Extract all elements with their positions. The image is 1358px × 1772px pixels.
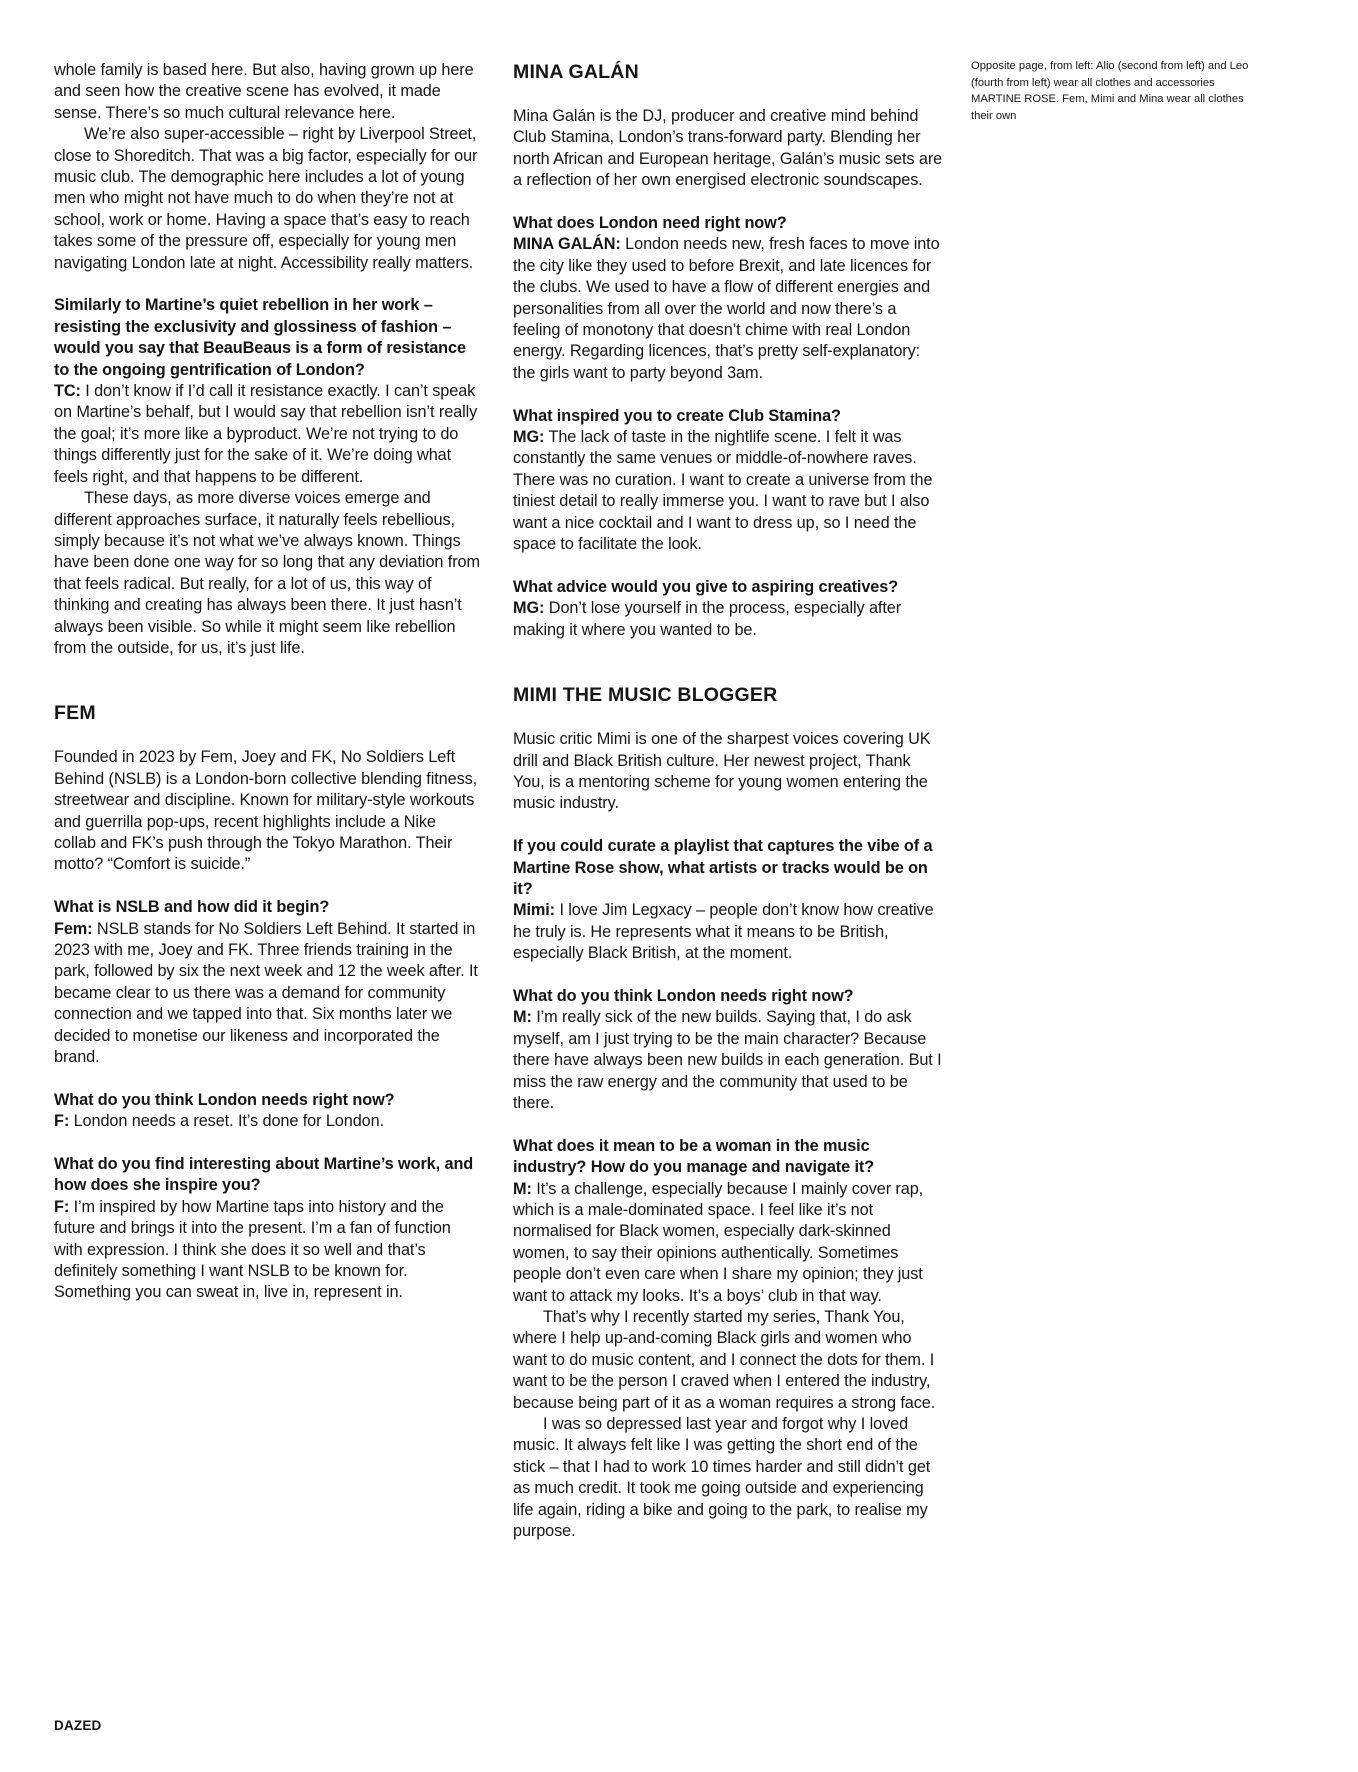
section-heading-mina-galan: MINA GALÁN — [513, 61, 639, 83]
speaker: MG: — [513, 428, 545, 447]
section-heading-mimi: MIMI THE MUSIC BLOGGER — [513, 684, 778, 707]
speaker: MINA GALÁN: — [513, 235, 621, 254]
intro-paragraph: Founded in 2023 by Fem, Joey and FK, No Soldiers Left Behind (NSLB) is a London-born collective blending fitness, streetwear and discipline. Known for military-style workouts and guerrilla pop-ups, recent highlights include a Nike collab and FK’s push through the Tokyo Marathon. Their motto? “Comfort is suicide.” — [54, 748, 478, 874]
question: What does London need right now? — [513, 214, 787, 233]
answer — [513, 900, 945, 964]
speaker: Fem: — [54, 919, 93, 938]
speaker: TC: — [54, 382, 81, 401]
question: What inspired you to create Club Stamina? — [513, 406, 841, 425]
paragraph: whole family is based here. But also, having grown up here and seen how the creative scene has evolved, it made sense. There’s so much cultural relevance here. — [54, 61, 474, 122]
answer — [513, 1179, 945, 1307]
magazine-footer-logo: DAZED — [54, 1718, 102, 1733]
question: What does it mean to be a woman in the music industry? How do you manage and navigate it? — [513, 1136, 875, 1177]
question: What do you think London needs right now? — [513, 986, 854, 1005]
speaker: MG: — [513, 599, 545, 618]
photo-caption: Opposite page, from left: Alio (second from left) and Leo (fourth from left) wear all clothes and accessories MARTINE ROSE. Fem, Mimi and Mina wear all clothes their own — [971, 60, 1249, 122]
paragraph: We’re also super-accessible – right by Liverpool Street, close to Shoreditch. That was a big factor, especially for our music club. The demographic here includes a lot of young men who might not have much to do when they’re not at school, work or home. Having a space that’s easy to reach takes some of the pressure off, especially for young men navigating London late at night. Accessibility really matters. — [54, 125, 478, 272]
answer-text: Don’t lose yourself in the process, especially after making it where you wanted to be. — [513, 599, 902, 639]
answer-text: I love Jim Legxacy – people don’t know how creative he truly is. He represents what it means to be British, especially Black British, at the moment. — [513, 901, 934, 963]
answer-text: London needs new, fresh faces to move into the city like they used to before Brexit, and late licences for the clubs. We used to have a flow of different energies and personalities from all over the world and now there’s a feeling of monotony that doesn’t chime with real London energy. Regarding licences, that’s pretty self-explanatory: the girls want to party beyond 3am. — [513, 235, 940, 382]
answer-text: NSLB stands for No Soldiers Left Behind. It started in 2023 with me, Joey and FK. Three friends training in the park, followed by six the next week and 12 the week after. It became clear to us there was a demand for community connection and we tapped into that. Six months later we decided to monetise our likeness and incorporated the brand. — [54, 919, 478, 1067]
left-column — [54, 60, 482, 1304]
answer — [513, 427, 945, 555]
speaker: Mimi: — [513, 901, 556, 920]
answer-text: I don’t know if I’d call it resistance exactly. I can’t speak on Martine’s behalf, but I would say that rebellion isn’t really the goal; it’s more like a byproduct. We’re not trying to do things differently just for the sake of it. We’re doing what feels right, and that happens to be different. — [54, 382, 478, 486]
answer — [54, 1197, 482, 1304]
answer — [513, 234, 945, 384]
section-heading-fem: FEM — [54, 702, 96, 725]
intro-paragraph: Music critic Mimi is one of the sharpest voices covering UK drill and Black British culture. Her newest project, Thank You, is a mentoring scheme for young women entering the music industry. — [513, 730, 931, 813]
answer-text: It’s a challenge, especially because I mainly cover rap, which is a male-dominated space. I feel like it’s not normalised for Black women, especially dark-skinned women, to say their opinions authentically. Sometimes people don’t even care when I share my opinion; they just want to attack my looks. It’s a boys’ club in that way. — [513, 1179, 924, 1305]
answer-text: London needs a reset. It’s done for London. — [69, 1112, 385, 1131]
answer-text: I’m really sick of the new builds. Saying that, I do ask myself, am I just trying to be the main character? Because there have always been new builds in each generation. But I miss the raw energy and the community that used to be there. — [513, 1008, 942, 1112]
answer — [54, 919, 482, 1069]
intro-paragraph: Mina Galán is the DJ, producer and creative mind behind Club Stamina, London’s trans-forward party. Blending her north African and European heritage, Galán’s music sets are a reflection of her own energised electronic soundscapes. — [513, 107, 943, 190]
speaker: M: — [513, 1008, 532, 1027]
speaker: M: — [513, 1179, 532, 1198]
paragraph: That’s why I recently started my series, Thank You, where I help up-and-coming Black girls and women who want to do music content, and I connect the dots for them. I want to be the person I craved when I entered the industry, because being part of it as a woman requires a strong face. — [513, 1308, 936, 1412]
question: Similarly to Martine’s quiet rebellion in her work – resisting the exclusivity and glossiness of fashion – would you say that BeauBeaus is a form of resistance to the ongoing gentrification of London? — [54, 296, 466, 379]
answer — [54, 1111, 482, 1132]
speaker: F: — [54, 1197, 70, 1216]
answer-text: I’m inspired by how Martine taps into history and the future and brings it into the present. I’m a fan of function with expression. I think she does it so well and that’s definitely something I want NSLB to be known for. Something you can sweat in, live in, represent in. — [54, 1197, 451, 1302]
speaker: F: — [54, 1112, 70, 1131]
answer-text: The lack of taste in the nightlife scene. I felt it was constantly the same venues or middle-of-nowhere raves. There was no curation. I want to create a universe from the tiniest detail to really immerse you. I want to rave but I also want a nice cocktail and I want to dress up, so I need the space to facilitate the look. — [513, 428, 933, 554]
question: What do you find interesting about Martine’s work, and how does she inspire you? — [54, 1155, 474, 1195]
answer — [54, 381, 482, 488]
paragraph: These days, as more diverse voices emerge and different approaches surface, it naturally feels rebellious, simply because it’s not what we’ve always known. Things have been done one way for so long that any deviation from that feels radical. But really, for a lot of us, this way of thinking and creating has always been there. It just hasn’t always been visible. So while it might seem like rebellion from the outside, for us, it’s just life. — [54, 489, 480, 657]
question: What advice would you give to aspiring creatives? — [513, 577, 899, 596]
middle-column — [513, 60, 945, 1543]
paragraph: I was so depressed last year and forgot why I loved music. It always felt like I was getting the short end of the stick – that I had to work 10 times harder and still didn’t get as much credit. It took me going outside and experiencing life again, riding a bike and going to the park, to realise my purpose. — [513, 1415, 931, 1541]
answer — [513, 598, 945, 641]
answer — [513, 1007, 945, 1114]
question: If you could curate a playlist that captures the vibe of a Martine Rose show, what artists or tracks would be on it? — [513, 837, 933, 898]
question: What do you think London needs right now? — [54, 1090, 395, 1109]
question: What is NSLB and how did it begin? — [54, 898, 330, 917]
